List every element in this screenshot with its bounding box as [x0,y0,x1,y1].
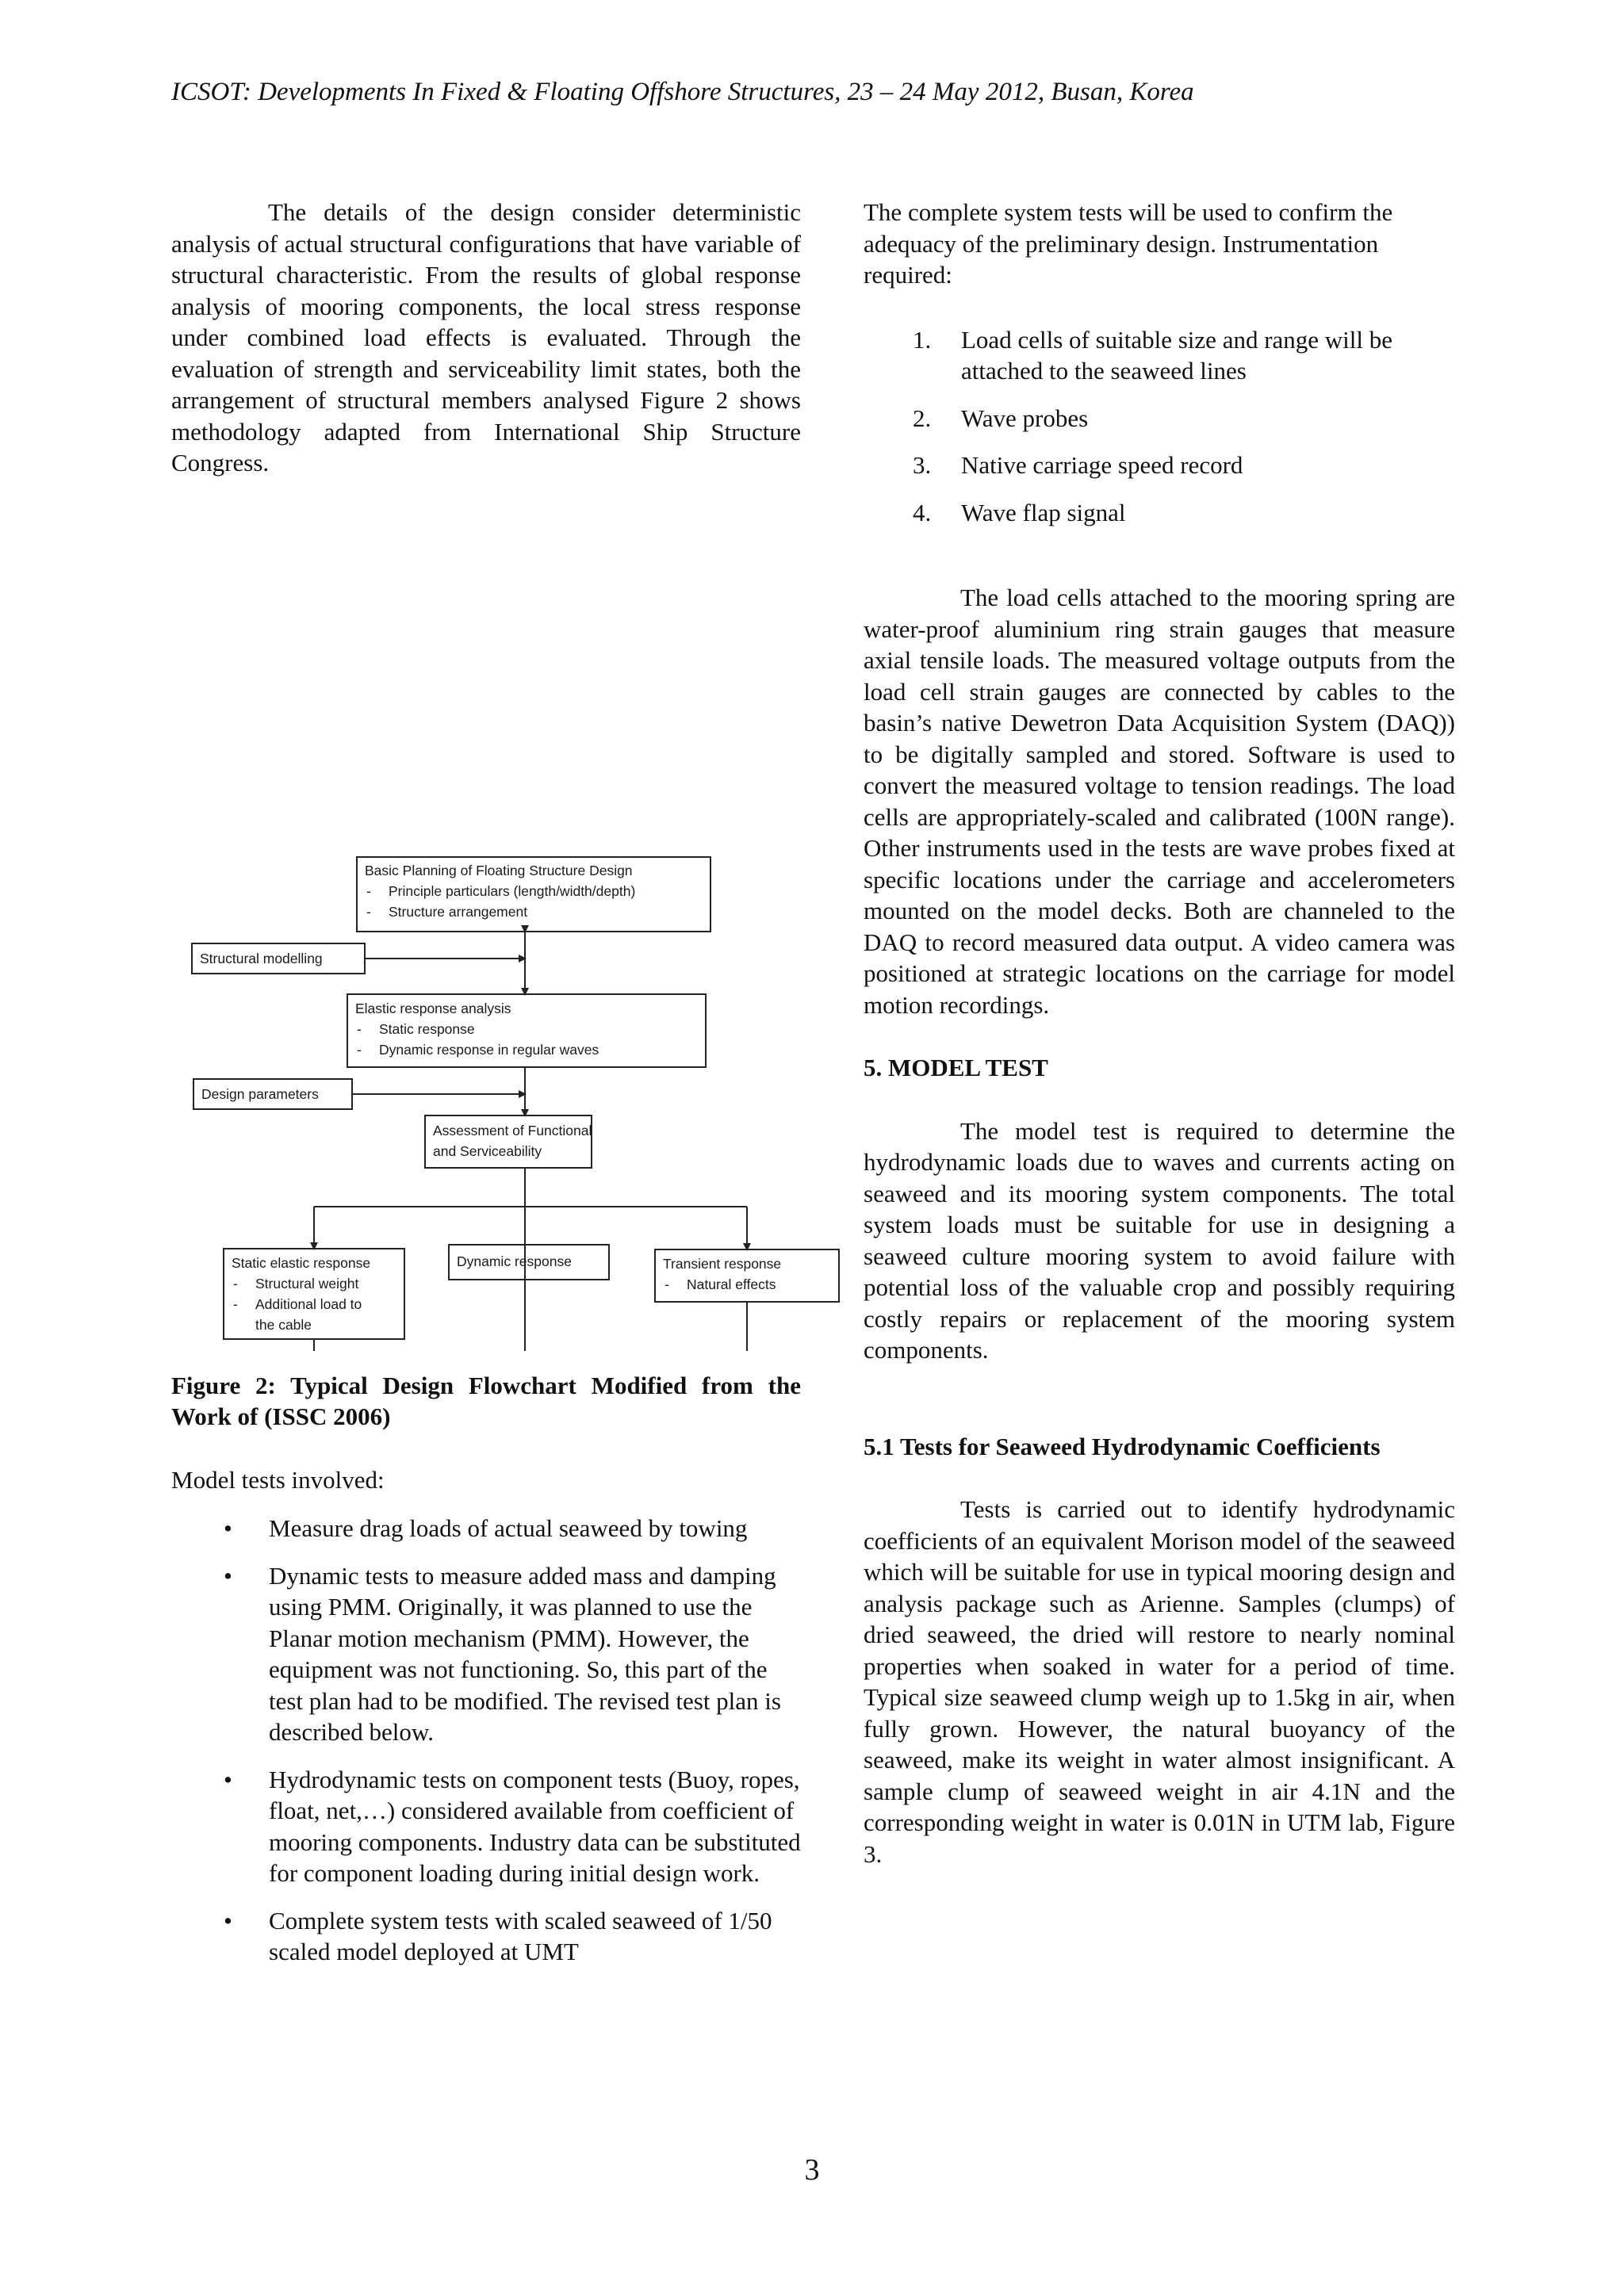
dash-marker: - [665,1276,669,1292]
list-item [864,450,1455,481]
dash-marker: - [233,1275,238,1292]
static-elastic-item: Structural weight [255,1275,359,1292]
basic-planning-item: Structure arrangement [389,903,528,920]
list-item-text: Dynamic tests to measure added mass and damping using PMM. Originally, it was planned to use the Planar motion mechanism (PMM). However, the equipment was not functioning. So, this part of the test plan had to be modified. The revised test plan is described below. [269,1561,781,1746]
list-item-text: Complete system tests with scaled seaweed of 1/50 scaled model deployed at UMT [269,1906,772,1965]
list-item [864,403,1455,434]
instrumentation-list [864,324,1455,529]
list-number: 1. [913,325,932,354]
section-5-paragraph: The model test is required to determine the hydrodynamic loads due to waves and currents acting on seaweed and its mooring system components. The total system loads must be suitable for use in designing a seaweed culture mooring system to avoid failure with potential loss of the valuable crop and possibly requiring costly repairs or replacement of the mooring system components. [864,1116,1455,1364]
dash-marker: - [366,882,371,899]
elastic-response-item: Dynamic response in regular waves [379,1041,599,1058]
bullet-marker: • [224,1765,232,1793]
transient-response-title: Transient response [663,1255,782,1272]
list-number: 3. [913,451,932,479]
list-item [171,1560,801,1748]
list-item [171,1513,801,1544]
bullet-marker: • [224,1561,232,1590]
assessment-1-line1: Assessment of Functional [433,1122,592,1138]
list-item-text: Measure drag loads of actual seaweed by towing [269,1514,748,1542]
basic-planning-item: Principle particulars (length/width/depth) [389,882,636,899]
list-item-text: Wave probes [961,404,1089,432]
page-number: 3 [804,2153,820,2187]
intro-paragraph: The details of the design consider deterministic analysis of actual structural configurations that have variable of structural characteristic. From the results of global response analysis of mooring components, the local stress response under combined load effects is evaluated. Through the evaluation of strength and serviceability limit states, both the arrangement of structural members analysed Figure 2 shows methodology adapted from International Ship Structure Congress. [171,198,801,476]
bullet-marker: • [224,1906,232,1934]
static-elastic-item: Additional load to [255,1295,362,1312]
dash-marker: - [366,903,371,920]
dash-marker: - [233,1295,238,1312]
list-number: 4. [913,498,932,526]
design-parameters-label: Design parameters [201,1085,319,1102]
running-header: ICSOT: Developments In Fixed & Floating Offshore Structures, 23 – 24 May 2012, Busan, Korea [171,78,1194,106]
section-5-1-paragraph: Tests is carried out to identify hydrodynamic coefficients of an equivalent Morison model of the seaweed which will be suitable for use in typical mooring design and analysis package such as Arienne. Samples (clumps) of dried seaweed, the dried will restore to nearly nominal properties when soaked in water for a period of time. Typical size seaweed clump weigh up to 1.5kg in air, when fully grown. However, the natural buoyancy of the seaweed, make its weight in water almost insignificant. A sample clump of seaweed weight in air 4.1N and the corresponding weight in water is 0.01N in UTM lab, Figure 3. [864,1495,1455,1868]
left-column [171,197,801,1968]
figure-caption: Figure 2: Typical Design Flowchart Modified from the Work of (ISSC 2006) [171,1371,801,1430]
model-tests-list [171,1513,801,1968]
instrumentation-intro: The complete system tests will be used to confirm the adequacy of the preliminary design. Instrumentation required: [864,198,1393,289]
section-5-1-heading: 5.1 Tests for Seaweed Hydrodynamic Coefficients [864,1432,1381,1460]
bullet-marker: • [224,1514,232,1542]
elastic-response-item: Static response [379,1020,475,1037]
list-item [864,497,1455,529]
dynamic-response-label: Dynamic response [457,1253,572,1269]
assessment-1-line2: and Serviceability [433,1142,542,1159]
static-elastic-title: Static elastic response [232,1254,371,1271]
list-item-text: Hydrodynamic tests on component tests (Buoy, ropes, float, net,…) considered available from coefficient of mooring components. Industry data can be substituted for component loading during initial design work. [269,1765,801,1887]
structural-modelling-label: Structural modelling [200,950,323,966]
dash-marker: - [357,1041,362,1058]
list-item [171,1905,801,1968]
list-item-text: Wave flap signal [961,498,1126,526]
static-elastic-item: the cable [255,1316,312,1333]
list-item [171,1764,801,1889]
design-flowchart [179,509,845,1351]
list-item-text: Load cells of suitable size and range will be attached to the seaweed lines [961,325,1393,385]
model-tests-intro: Model tests involved: [171,1465,385,1494]
dash-marker: - [357,1020,362,1037]
elastic-response-title: Elastic response analysis [355,1000,511,1016]
list-item [864,324,1455,387]
basic-planning-title: Basic Planning of Floating Structure Design [365,862,633,878]
section-5-heading: 5. MODEL TEST [864,1054,1048,1081]
transient-response-item: Natural effects [687,1276,776,1292]
list-number: 2. [913,404,932,432]
load-cells-paragraph: The load cells attached to the mooring spring are water-proof aluminium ring strain gauges that measure axial tensile loads. The measured voltage outputs from the load cell strain gauges are connected by cables to the basin’s native Dewetron Data Acquisition System (DAQ)) to be digitally sampled and stored. Software is used to convert the measured voltage to tension readings. The load cells are appropriately-scaled and calibrated (100N range). Other instruments used in the tests are wave probes fixed at specific locations under the carriage and accelerometers mounted on the model decks. Both are channeled to the DAQ to record measured data output. A video camera was positioned at strategic locations on the carriage for model motion recordings. [864,584,1455,1019]
right-column [864,197,1455,1869]
list-item-text: Native carriage speed record [961,451,1243,479]
